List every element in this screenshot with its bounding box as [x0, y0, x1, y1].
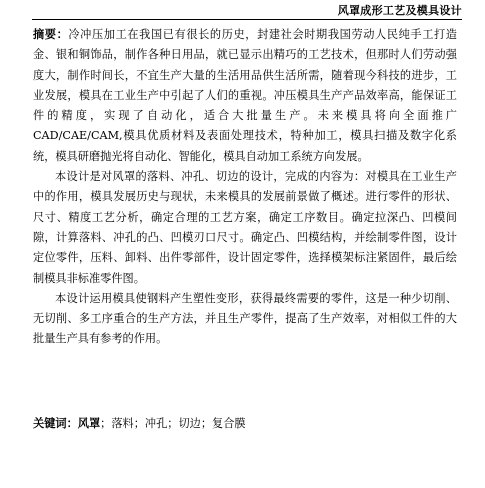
abstract-paragraph-3: 本设计运用模具使钢料产生塑性变形，获得最终需要的零件，这是一种少切削、无切削、多工序重合的生产方法，并且生产零件，提高了生产效率，对相似工件的大批量生产具有参考的作用。: [33, 291, 457, 346]
keywords-line: [33, 413, 457, 434]
keyword-primary: 风罩: [77, 416, 101, 430]
abstract-paragraph-1-text: 冷冲压加工在我国已有很长的历史，封建社会时期我国劳动人民纯手工打造金、银和铜饰品，制作各种日用品，就已显示出精巧的工艺技术，但那时人们劳动强度大，制作时间长，不宜生产大量的生活用品供生活所需，随着现今科技的进步，工业发展，模具在工业生产中引起了人们的重视。冲压模具生产产品效率高，能保证工件的精度，实现了自动化，适合大批量生产。未来模具将向全面推广 CAD/CAE/CAM,模具优质材料及表面处理技术，特种加工，模具扫描及数字化系统，模具研磨抛光将自动化、智能化，模具自动加工系统方向发展。: [33, 28, 457, 163]
abstract-body: [33, 24, 457, 350]
abstract-paragraph-1: [33, 24, 457, 167]
header-rule: [32, 19, 462, 20]
abstract-label: 摘要：: [33, 27, 69, 41]
running-header-title: 风罩成形工艺及模具设计: [337, 4, 462, 17]
keywords-rest: ；落料；冲孔；切边；复合膜: [100, 417, 246, 430]
keywords-label: 关键词：: [33, 416, 78, 430]
abstract-paragraph-2: 本设计是对风罩的落料、冲孔、切边的设计，完成的内容为：对模具在工业生产中的作用，模具发展历史与现状，未来模具的发展前景做了概述。进行零件的形状、尺寸、精度工艺分析，确定合理的工艺方案，确定工序数目。确定拉深凸、凹模间隙，计算落料、冲孔的凸、凹模刃口尺寸。确定凸、凹模结构，并绘制零件图，设计定位零件，压料、卸料、出件零部件，设计固定零件，选择模架标注紧固件，最后绘制模具非标准零件图。: [33, 170, 457, 285]
